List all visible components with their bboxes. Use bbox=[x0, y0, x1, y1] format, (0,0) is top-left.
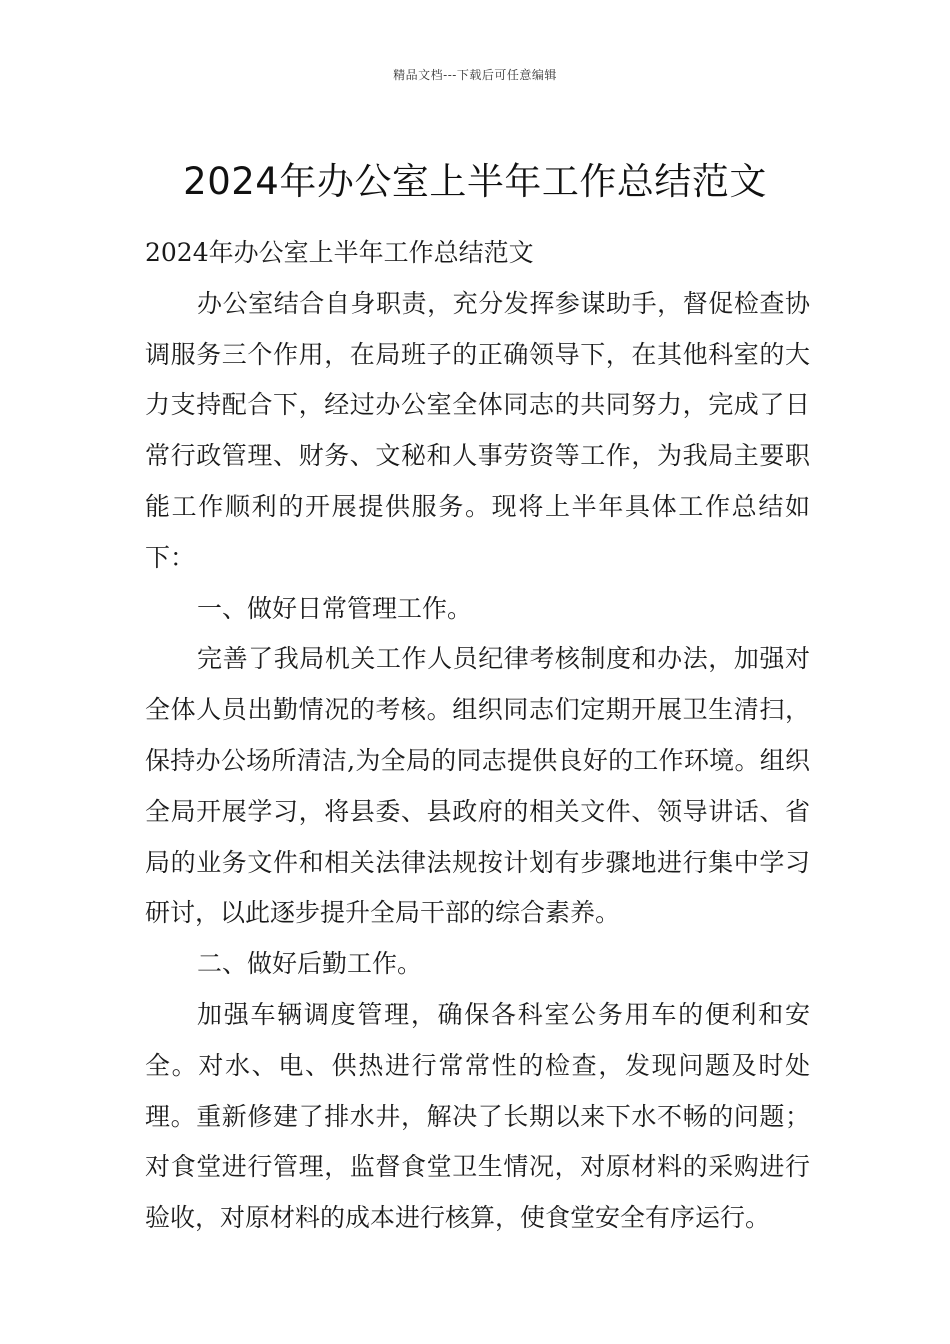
paragraph-section-2: 加强车辆调度管理，确保各科室公务用车的便利和安全。对水、电、供热进行常常性的检查，发现问题及时处理。重新修建了排水井，解决了长期以来下水不畅的问题；对食堂进行管理，监督食堂卫生情况，对原材料的采购进行验收，对原材料的成本进行核算，使食堂安全有序运行。 bbox=[145, 999, 810, 1233]
header-note: 精品文档---下载后可任意编辑 bbox=[393, 68, 557, 82]
section-heading-1: 一、做好日常管理工作。 bbox=[197, 593, 473, 623]
section-heading-2: 二、做好后勤工作。 bbox=[197, 949, 423, 979]
subtitle: 2024年办公室上半年工作总结范文 bbox=[145, 238, 534, 267]
document-title: 2024年办公室上半年工作总结范文 bbox=[183, 159, 767, 203]
paragraph-intro: 办公室结合自身职责，充分发挥参谋助手，督促检查协调服务三个作用，在局班子的正确领导下，在其他科室的大力支持配合下，经过办公室全体同志的共同努力，完成了日常行政管理、财务、文秘和人事劳资等工作，为我局主要职能工作顺利的开展提供服务。现将上半年具体工作总结如下： bbox=[145, 288, 810, 572]
paragraph-section-1: 完善了我局机关工作人员纪律考核制度和办法，加强对全体人员出勤情况的考核。组织同志们定期开展卫生清扫，保持办公场所清洁,为全局的同志提供良好的工作环境。组织全局开展学习，将县委、县政府的相关文件、领导讲话、省局的业务文件和相关法律法规按计划有步骤地进行集中学习研讨，以此逐步提升全局干部的综合素养。 bbox=[145, 644, 810, 928]
document-body bbox=[145, 228, 810, 1244]
